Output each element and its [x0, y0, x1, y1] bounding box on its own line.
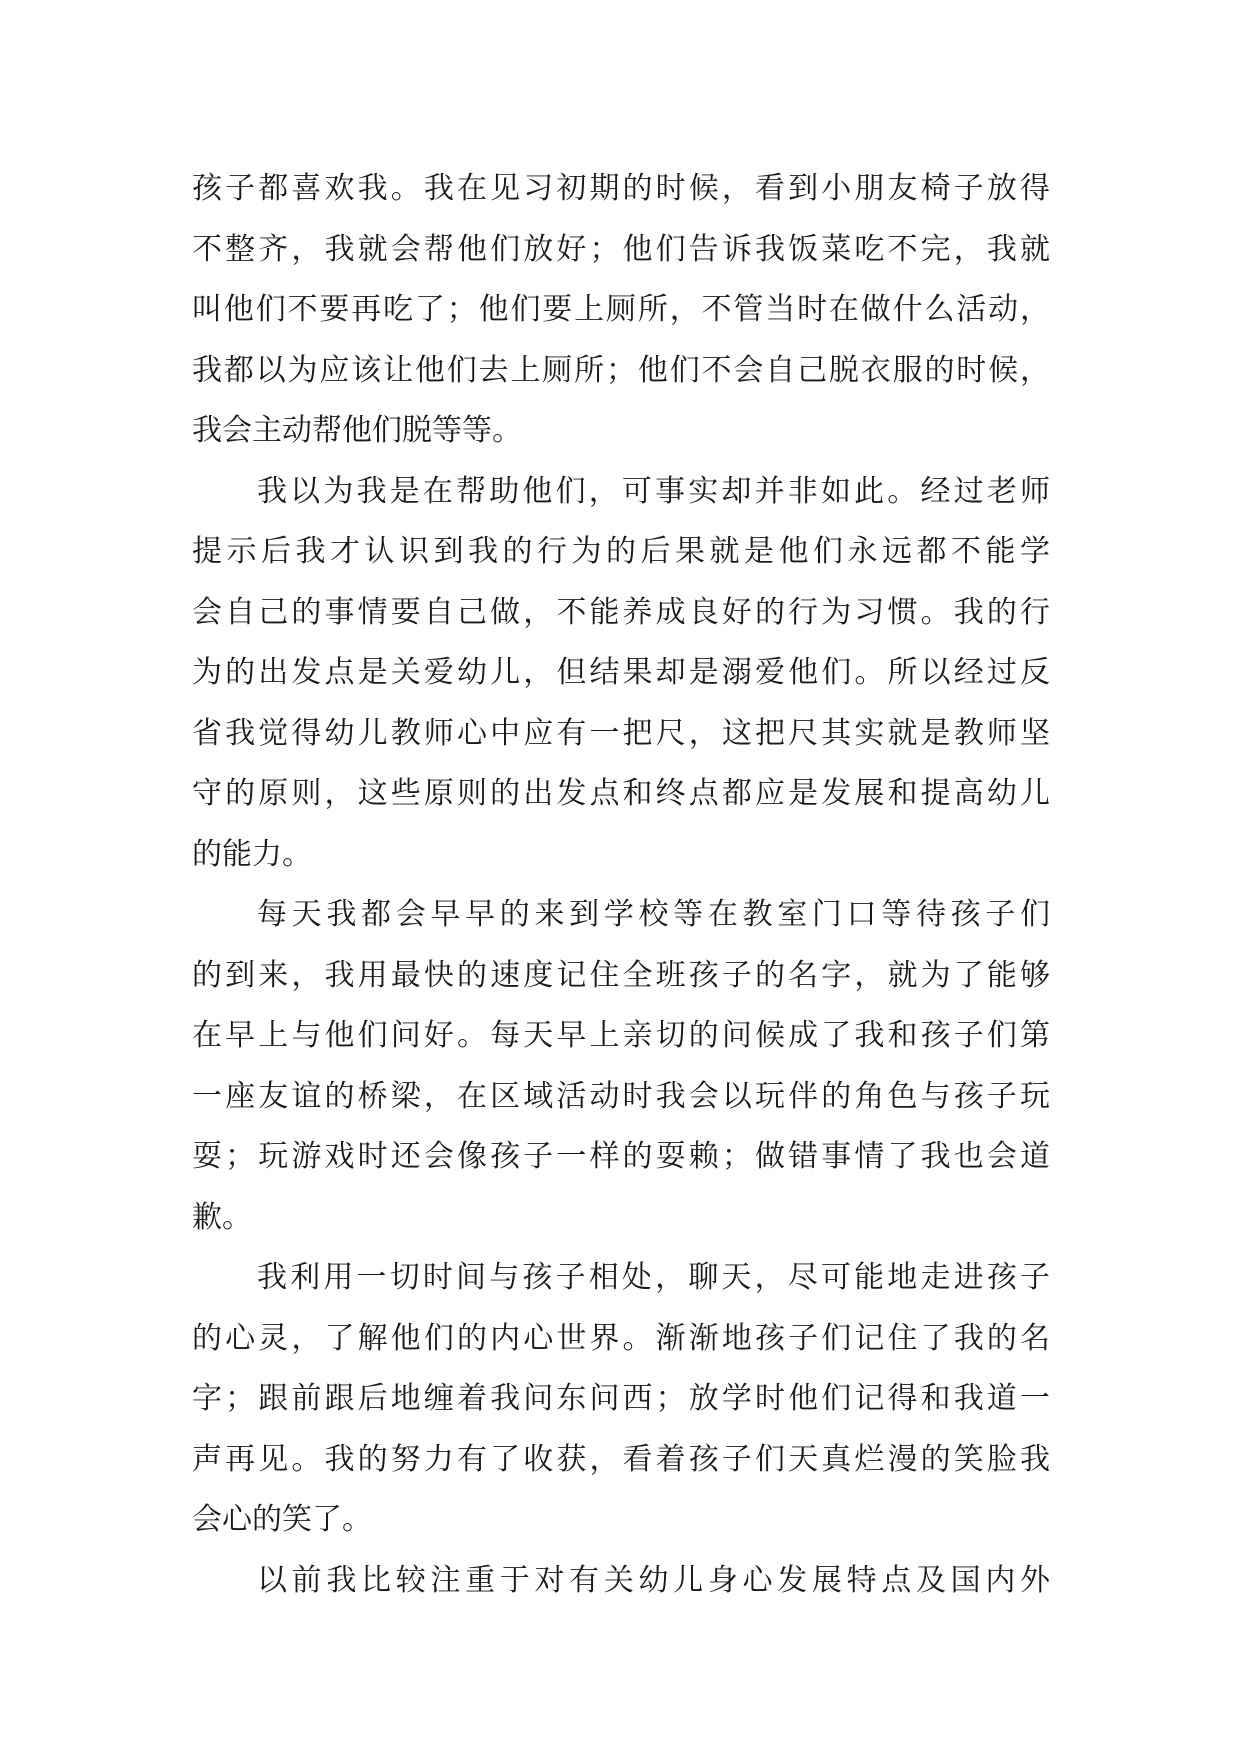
text-line: 会心的笑了。 — [192, 1502, 372, 1537]
text-line: 我会主动帮他们脱等等。 — [192, 413, 522, 448]
text-line: 耍；玩游戏时还会像孩子一样的耍赖；做错事情了我也会道 — [192, 1139, 1050, 1174]
paragraph-first-line: 我以为我是在帮助他们，可事实却并非如此。经过老师 — [257, 473, 1050, 509]
text-line: 孩子都喜欢我。我在见习初期的时候，看到小朋友椅子放得 — [192, 171, 1050, 206]
text-line: 提示后我才认识到我的行为的后果就是他们永远都不能学 — [192, 534, 1050, 569]
text-line: 的心灵，了解他们的内心世界。渐渐地孩子们记住了我的名 — [192, 1320, 1050, 1356]
paragraph-first-line: 每天我都会早早的来到学校等在教室门口等待孩子们 — [257, 897, 1050, 932]
text-line: 字；跟前跟后地缠着我问东问西；放学时他们记得和我道一 — [192, 1381, 1050, 1416]
text-line: 的能力。 — [192, 836, 312, 872]
paragraph-first-line: 以前我比较注重于对有关幼儿身心发展特点及国内外 — [257, 1562, 1050, 1598]
text-line: 歉。 — [192, 1199, 252, 1235]
text-line: 在早上与他们问好。每天早上亲切的问候成了我和孩子们第 — [192, 1018, 1050, 1053]
text-line: 省我觉得幼儿教师心中应有一把尺，这把尺其实就是教师坚 — [192, 715, 1050, 751]
text-line: 一座友谊的桥梁，在区域活动时我会以玩伴的角色与孩子玩 — [192, 1078, 1050, 1114]
text-line: 为的出发点是关爱幼儿，但结果却是溺爱他们。所以经过反 — [192, 655, 1050, 690]
text-line: 守的原则，这些原则的出发点和终点都应是发展和提高幼儿 — [192, 776, 1050, 811]
text-line: 我都以为应该让他们去上厕所；他们不会自己脱衣服的时候， — [192, 352, 1050, 388]
body-text — [192, 159, 1050, 1611]
text-line: 声再见。我的努力有了收获，看着孩子们天真烂漫的笑脸我 — [192, 1441, 1050, 1477]
text-line: 的到来，我用最快的速度记住全班孩子的名字，就为了能够 — [192, 957, 1050, 993]
text-line: 叫他们不要再吃了；他们要上厕所，不管当时在做什么活动， — [192, 292, 1050, 327]
text-line: 不整齐，我就会帮他们放好；他们告诉我饭菜吃不完，我就 — [192, 231, 1050, 267]
text-line: 会自己的事情要自己做，不能养成良好的行为习惯。我的行 — [192, 594, 1050, 630]
paragraph-first-line: 我利用一切时间与孩子相处，聊天，尽可能地走进孩子 — [257, 1260, 1050, 1295]
